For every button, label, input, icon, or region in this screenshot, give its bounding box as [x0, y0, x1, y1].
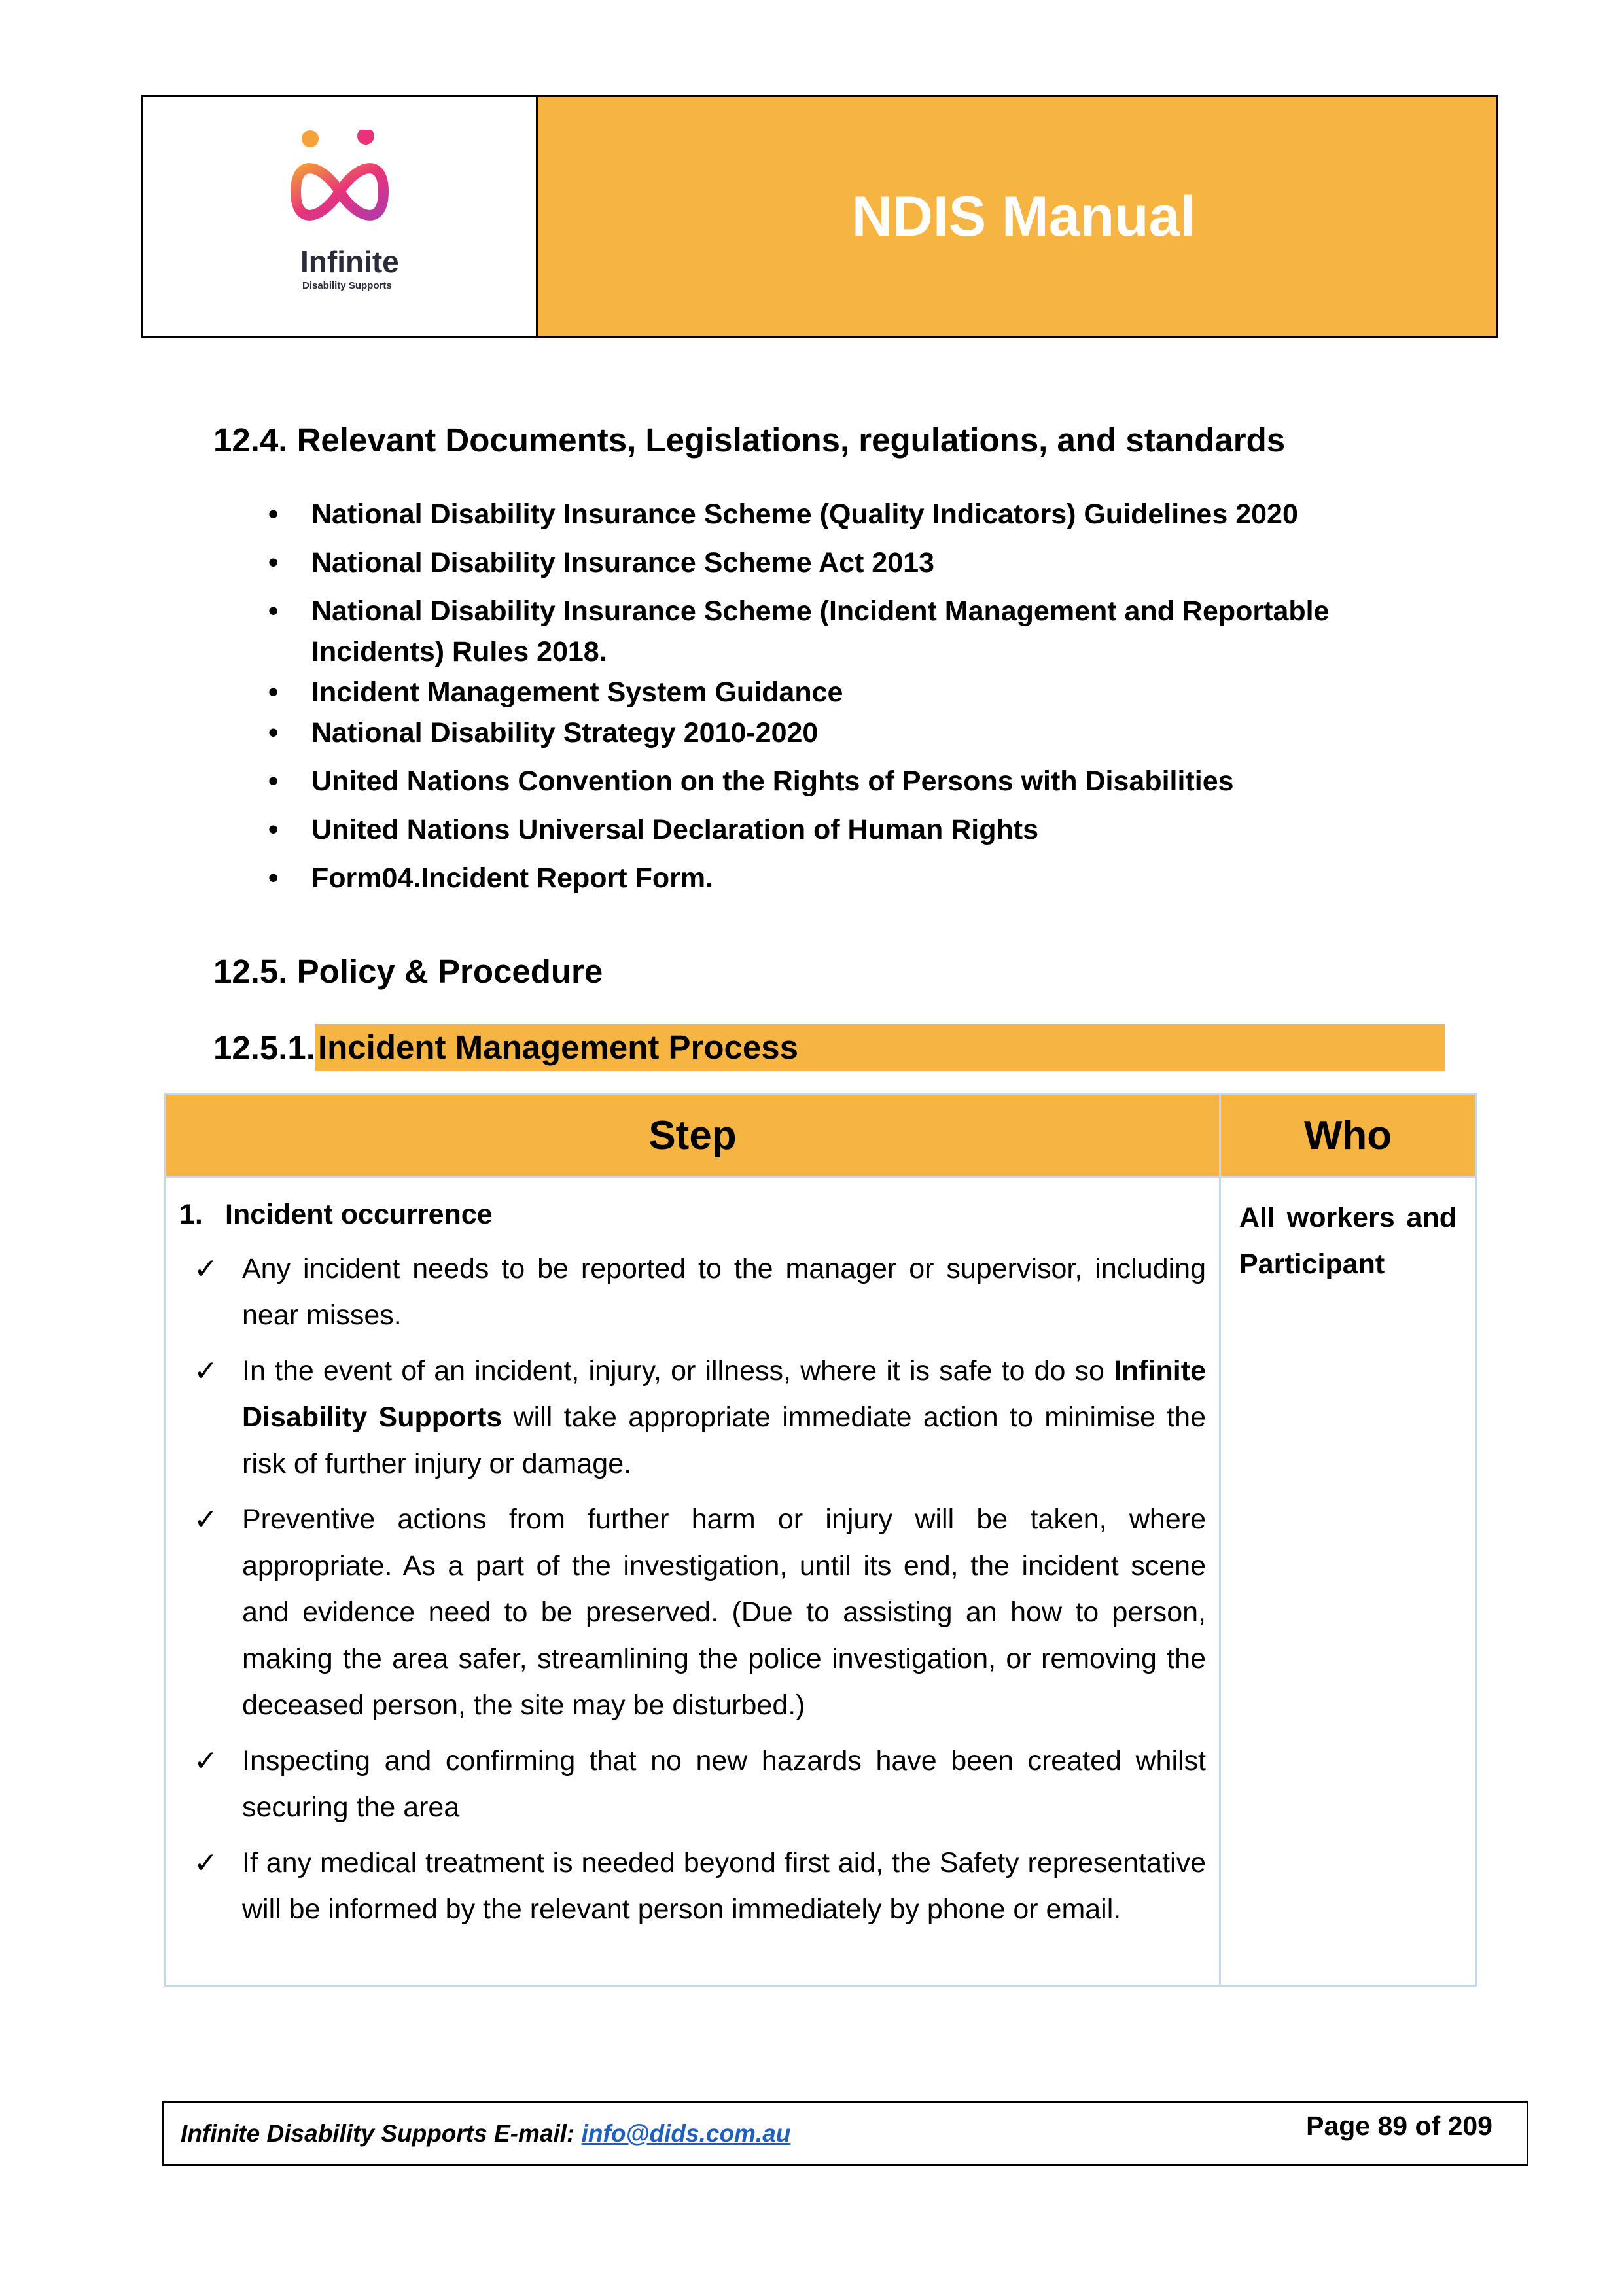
page-number: Page 89 of 209 — [1306, 2111, 1492, 2141]
check-icon: ✓ — [194, 1355, 218, 1387]
logo-wordmark: Infinite — [300, 245, 399, 279]
subsection-title: Incident Management Process — [315, 1024, 1445, 1071]
infinity-logo-icon — [284, 130, 395, 247]
step-checklist — [179, 1246, 1206, 1933]
page-header — [141, 95, 1498, 338]
subsection-number: 12.5.1. — [213, 1029, 315, 1067]
check-item-prefix: In the event of an incident, injury, or illness, where it is safe to do so — [242, 1355, 1104, 1386]
section-heading-12-4: 12.4. Relevant Documents, Legislations, regulations, and standards — [213, 421, 1286, 459]
page-footer — [162, 2101, 1528, 2166]
header-title-box — [538, 97, 1496, 336]
list-item: • United Nations Convention on the Rights of Persons with Disabilities — [268, 761, 1413, 802]
list-item: • National Disability Strategy 2010-2020 — [268, 713, 1413, 753]
check-item — [179, 1348, 1206, 1487]
check-item — [179, 1840, 1206, 1933]
check-item — [179, 1738, 1206, 1831]
step-number: 1. — [179, 1199, 203, 1230]
table-header-row — [166, 1094, 1476, 1177]
list-item: • National Disability Insurance Scheme (Incident Management and Reportable Incidents) Rules 2018. — [268, 591, 1413, 672]
list-item: • United Nations Universal Declaration of Human Rights — [268, 809, 1413, 850]
section-heading-12-5: 12.5. Policy & Procedure — [213, 953, 603, 990]
list-item: • National Disability Insurance Scheme Act 2013 — [268, 542, 1413, 583]
check-item-text: If any medical treatment is needed beyond first aid, the Safety representative will be informed by the relevant person immediately by phone or email. — [242, 1847, 1206, 1925]
page-title: NDIS Manual — [851, 185, 1196, 248]
check-icon: ✓ — [194, 1847, 218, 1879]
column-header-who: Who — [1220, 1094, 1476, 1177]
step-title-text: Incident occurrence — [225, 1199, 493, 1230]
company-name: Infinite Disability Supports — [242, 1355, 1206, 1433]
process-table — [164, 1093, 1477, 1987]
check-item — [179, 1246, 1206, 1339]
column-header-step: Step — [166, 1094, 1220, 1177]
list-item: • Form04.Incident Report Form. — [268, 858, 1413, 898]
step-cell — [166, 1177, 1220, 1986]
footer-contact — [181, 2120, 790, 2147]
check-item-text: Inspecting and confirming that no new hazards have been created whilst securing the area — [242, 1745, 1206, 1823]
who-cell: All workers and Participant — [1220, 1177, 1476, 1986]
list-item: • National Disability Insurance Scheme (Quality Indicators) Guidelines 2020 — [268, 494, 1413, 535]
table-row — [166, 1177, 1476, 1986]
check-icon: ✓ — [194, 1253, 218, 1285]
footer-company: Infinite Disability Supports E-mail: — [181, 2120, 575, 2147]
check-icon: ✓ — [194, 1504, 218, 1536]
logo-box — [143, 97, 538, 336]
email-link[interactable]: info@dids.com.au — [581, 2120, 791, 2147]
list-item: • Incident Management System Guidance — [268, 672, 1413, 713]
step-title — [179, 1195, 1206, 1234]
check-icon: ✓ — [194, 1745, 218, 1777]
check-item-text: will take appropriate immediate action to minimise the risk of further injury or damage. — [242, 1402, 1206, 1479]
subsection-heading — [213, 1024, 1445, 1071]
check-item-text: Preventive actions from further harm or injury will be taken, where appropriate. As a part of the investigation, until its end, the incident scene and evidence need to be preserved. (Due to assisting an how to person, making the area safer, streamlining the police investigation, or removing the deceased person, the site may be disturbed.) — [242, 1504, 1206, 1721]
logo-tagline: Disability Supports — [302, 280, 392, 291]
check-item — [179, 1496, 1206, 1729]
check-item-text: Any incident needs to be reported to the manager or supervisor, including near misses. — [242, 1253, 1206, 1331]
documents-list — [268, 494, 1413, 898]
